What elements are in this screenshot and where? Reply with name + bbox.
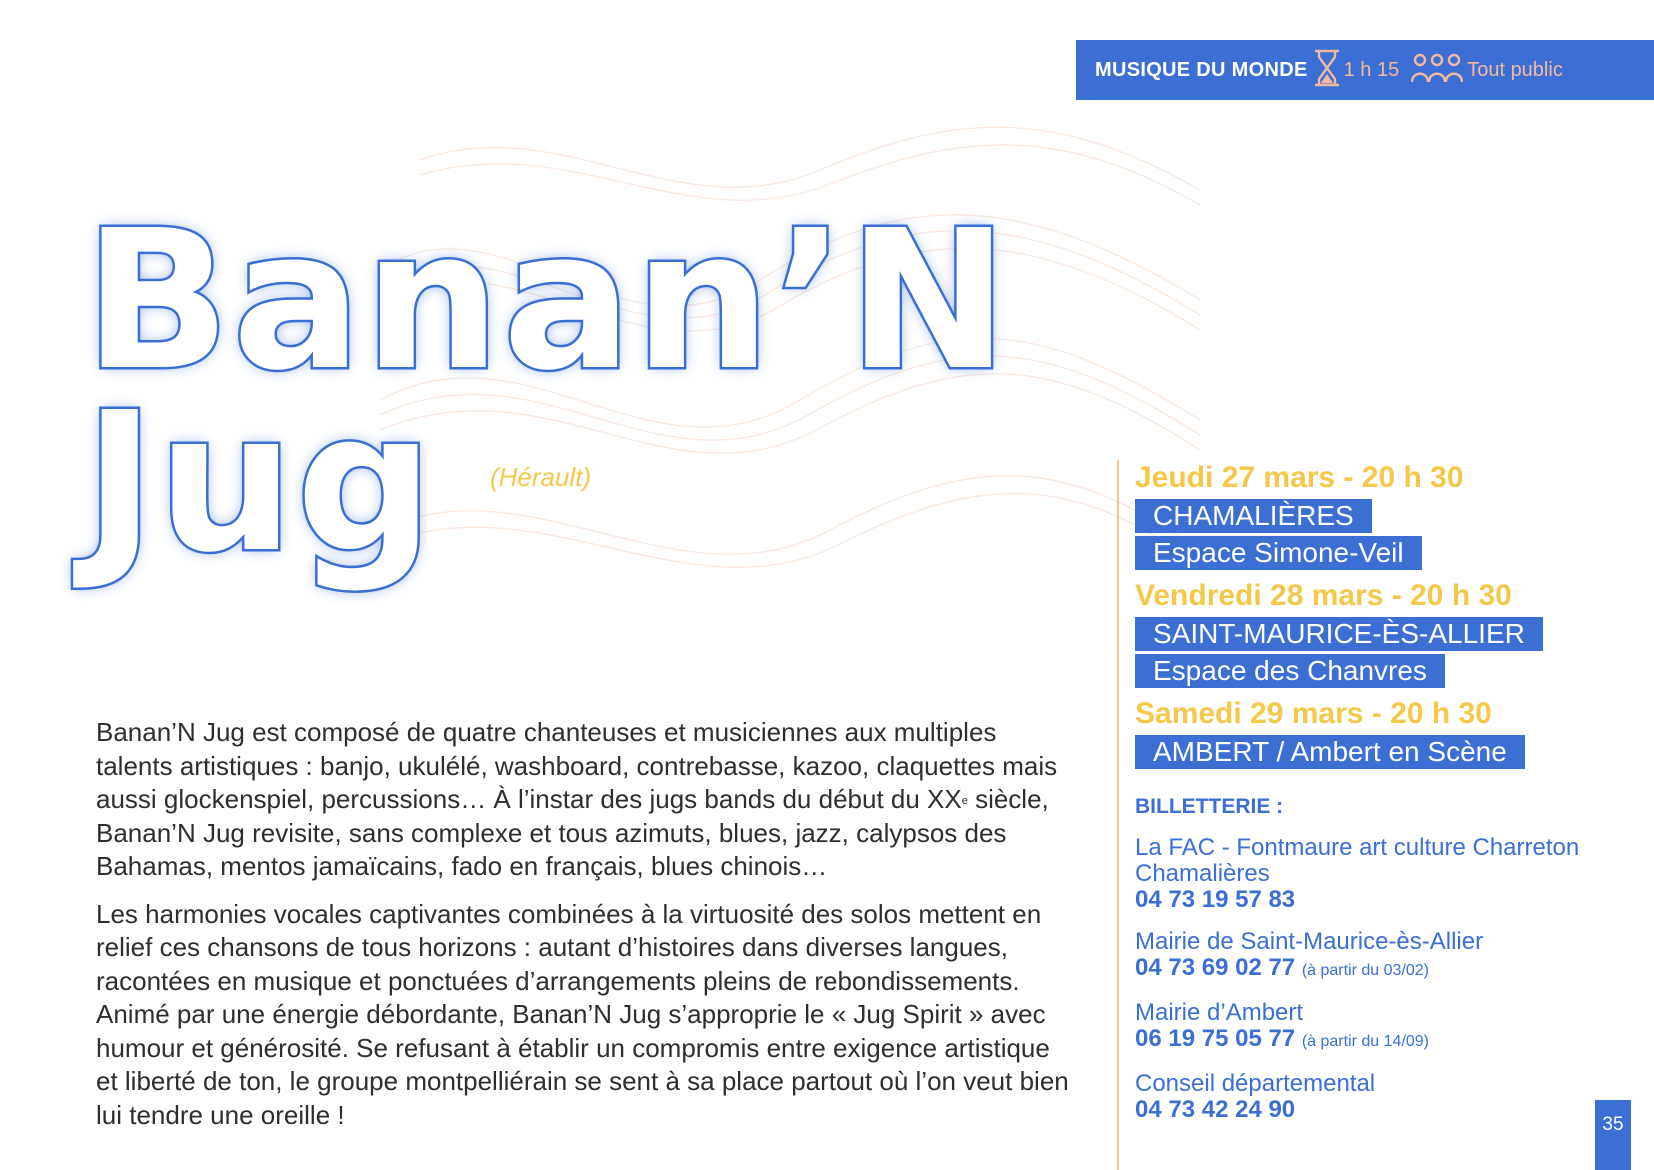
title-line-1: Banan’N [84,190,1011,413]
schedule-entry [1135,460,1645,570]
ticket-venue [1135,1000,1645,1055]
event-city: SAINT-MAURICE-ÈS-ALLIER [1135,617,1543,651]
event-city: CHAMALIÈRES [1135,499,1372,533]
page-number: 35 [1595,1100,1631,1170]
venue-name: Conseil départemental [1135,1070,1376,1097]
event-place: Espace des Chanvres [1135,654,1445,688]
ticket-venue [1135,929,1645,984]
venue-note: (à partir du 14/09) [1301,1033,1430,1050]
audience-text: Tout public [1467,58,1563,81]
schedule-entry [1135,696,1645,769]
schedule-panel [1135,460,1645,1123]
description [96,716,1076,1146]
venue-phone[interactable]: 06 19 75 05 77 [1135,1025,1296,1052]
venue-note: (à partir du 03/02) [1301,962,1430,979]
description-paragraph-1 [96,716,1076,884]
venue-phone[interactable]: 04 73 19 57 83 [1135,886,1296,913]
origin-label: (Hérault) [490,462,592,492]
ticketing-title: BILLETTERIE : [1135,795,1284,818]
venue-phone[interactable]: 04 73 42 24 90 [1135,1096,1296,1123]
description-paragraph-2: Les harmonies vocales captivantes combinées à la virtuosité des solos mettent en relief ces chansons de tous horizons : autant d’histoires dans diverses langues, racontées en musique et ponctuées d’arrangements pleins de rebondissements. Animé par une énergie débordante, Banan’N Jug s’approprie le « Jug Spirit » avec humour et générosité. Se refusant à établir un compromis entre exigence artistique et liberté de ton, le groupe montpelliérain se sent à sa place partout où l’on veut bien lui tendre une oreille ! [96,898,1069,1130]
venue-name: Mairie d’Ambert [1135,999,1304,1026]
description-text: siècle, Banan’N Jug revisite, sans complexe et tous azimuts, blues, jazz, calypsos des Bahamas, mentos jamaïcains, fado en français, blues chinois… [96,784,1049,881]
category-banner [1076,40,1654,100]
people-icon [1411,52,1463,89]
event-date: Vendredi 28 mars - 20 h 30 [1135,579,1512,612]
title-line-2: Jug [84,372,436,595]
column-divider [1117,460,1119,1170]
event-city: AMBERT / Ambert en Scène [1135,735,1525,769]
venue-name: Mairie de Saint-Maurice-ès-Allier [1135,928,1484,955]
hourglass-icon [1314,48,1340,93]
event-place: Espace Simone-Veil [1135,536,1422,570]
venue-name: La FAC - Fontmaure art culture Charreton Chamalières [1135,834,1580,887]
category-label: MUSIQUE DU MONDE [1095,58,1308,81]
venue-phone[interactable]: 04 73 69 02 77 [1135,954,1296,981]
schedule-entry [1135,578,1645,688]
event-date: Samedi 29 mars - 20 h 30 [1135,697,1492,730]
duration-text: 1 h 15 [1343,58,1400,81]
event-date: Jeudi 27 mars - 20 h 30 [1135,461,1464,494]
description-text: Banan’N Jug est composé de quatre chanteuses et musiciennes aux multiples talents artistiques : banjo, ukulélé, washboard, contrebasse, kazoo, claquettes mais aussi glockenspiel, percussions… À l’instar des jugs bands du début du XX [96,717,1058,814]
ticket-venue [1135,1071,1645,1123]
superscript: e [961,795,968,807]
ticket-venue [1135,835,1645,913]
